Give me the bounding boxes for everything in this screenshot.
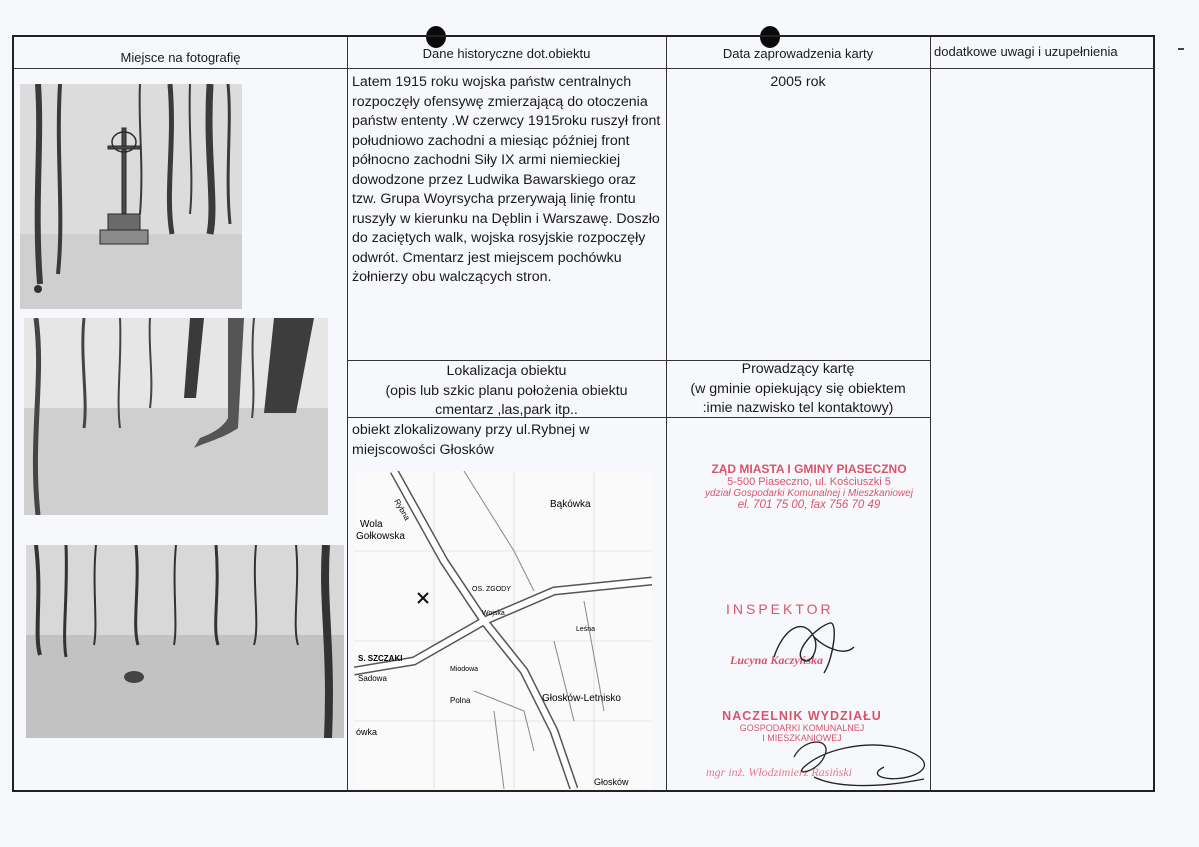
photo-forest-wide xyxy=(26,545,344,738)
stamp-office-name: ZĄD MIASTA I GMINY PIASECZNO xyxy=(711,462,907,476)
map-label-rybna: Rybna xyxy=(392,497,412,523)
map-label-sadowa: Sadowa xyxy=(358,674,387,683)
stamp-office-phone: el. 701 75 00, fax 756 70 49 xyxy=(737,499,881,511)
map-label-wola: Wola xyxy=(360,519,383,530)
location-header xyxy=(347,362,666,421)
location-map xyxy=(354,471,652,789)
head-stamp-sub1: GOSPODARKI KOMUNALNEJ xyxy=(739,723,865,733)
map-label-golkowska: Gołkowska xyxy=(356,531,405,542)
column-header-historical: Dane historyczne dot.obiektu xyxy=(422,46,591,61)
photo-cemetery-cross xyxy=(20,84,242,309)
edge-mark xyxy=(1178,48,1184,50)
head-signature xyxy=(774,717,944,797)
map-label-kowka: ówka xyxy=(356,727,378,737)
column-header-notes: dodatkowe uwagi i uzupełnienia xyxy=(934,44,1118,59)
head-stamp-sub2: I MIESZKANIOWEJ xyxy=(762,733,842,743)
map-label-wojska: Wojska xyxy=(482,610,505,617)
location-header-hint2: cmentarz ,las,park itp.. xyxy=(435,402,578,418)
column-header-photos: Miejsce na fotografię xyxy=(120,50,241,65)
column-header-date: Data zaprowadzenia karty xyxy=(722,46,874,61)
map-label-glosk-letnisko: Głosków-Letnisko xyxy=(542,693,621,704)
map-label-bakowka: Bąkówka xyxy=(550,499,591,510)
head-stamp-name: mgr inż. Włodzimierz Rasiński xyxy=(706,765,853,779)
map-label-lesna: Leśna xyxy=(576,626,596,633)
office-stamp xyxy=(704,462,914,511)
location-description: obiekt zlokalizowany przy ul.Rybnej w miejscowości Głosków xyxy=(352,422,590,458)
stamp-office-address: 5-500 Piaseczno, ul. Kościuszki 5 xyxy=(727,476,891,488)
map-label-glosk: Głosków xyxy=(594,777,629,787)
card-date-value: 2005 rok xyxy=(770,74,826,90)
keeper-header-hint1: (w gminie opiekujący się obiektem xyxy=(690,380,906,397)
inspector-stamp-name: Lucyna Kaczyńska xyxy=(730,653,823,667)
map-label-miodowa: Miodowa xyxy=(450,666,479,673)
photo-forest-trees xyxy=(24,318,328,515)
location-header-title: Lokalizacja obiektu xyxy=(446,363,567,379)
stamp-office-department: ydział Gospodarki Komunalnej i Mieszkaniowej xyxy=(705,488,913,499)
record-card-table xyxy=(12,35,1155,792)
keeper-header xyxy=(666,360,930,419)
inspector-stamp-title: INSPEKTOR xyxy=(726,601,834,617)
historical-description: Latem 1915 roku wojska państw centralnych rozpoczęły ofensywę zmierzającą do otoczenia państw ententy .W czerwcy 1915roku ruszył front południowo zachodni a miesiąc później front północno zachodni Siły IX armi niemieckiej dowodzone przez Ludwika Bawarskiego oraz tzw. Grupa Woyrsycha przerywają linię frontu ruszyły w kierunku na Dęblin i Warszawę. Doszło do zaciętych walk, wojska rosyjskie rozpoczęły odwrót. Cmentarz jest miejscem pochówku żołnierzy obu walczących stron. xyxy=(352,74,661,285)
keeper-header-hint2: :imie nazwisko tel kontaktowy) xyxy=(702,400,894,416)
head-stamp-title: NACZELNIK WYDZIAŁU xyxy=(722,709,882,723)
keeper-header-title: Prowadzący kartę xyxy=(741,361,855,377)
map-label-polna: Polna xyxy=(450,696,471,705)
map-label-zgody: OS. ZGODY xyxy=(472,586,511,593)
map-label-szczaki: S. SZCZAKI xyxy=(358,654,403,663)
inspector-signature xyxy=(754,597,874,687)
location-header-hint1: (opis lub szkic planu położenia obiektu xyxy=(385,382,628,399)
